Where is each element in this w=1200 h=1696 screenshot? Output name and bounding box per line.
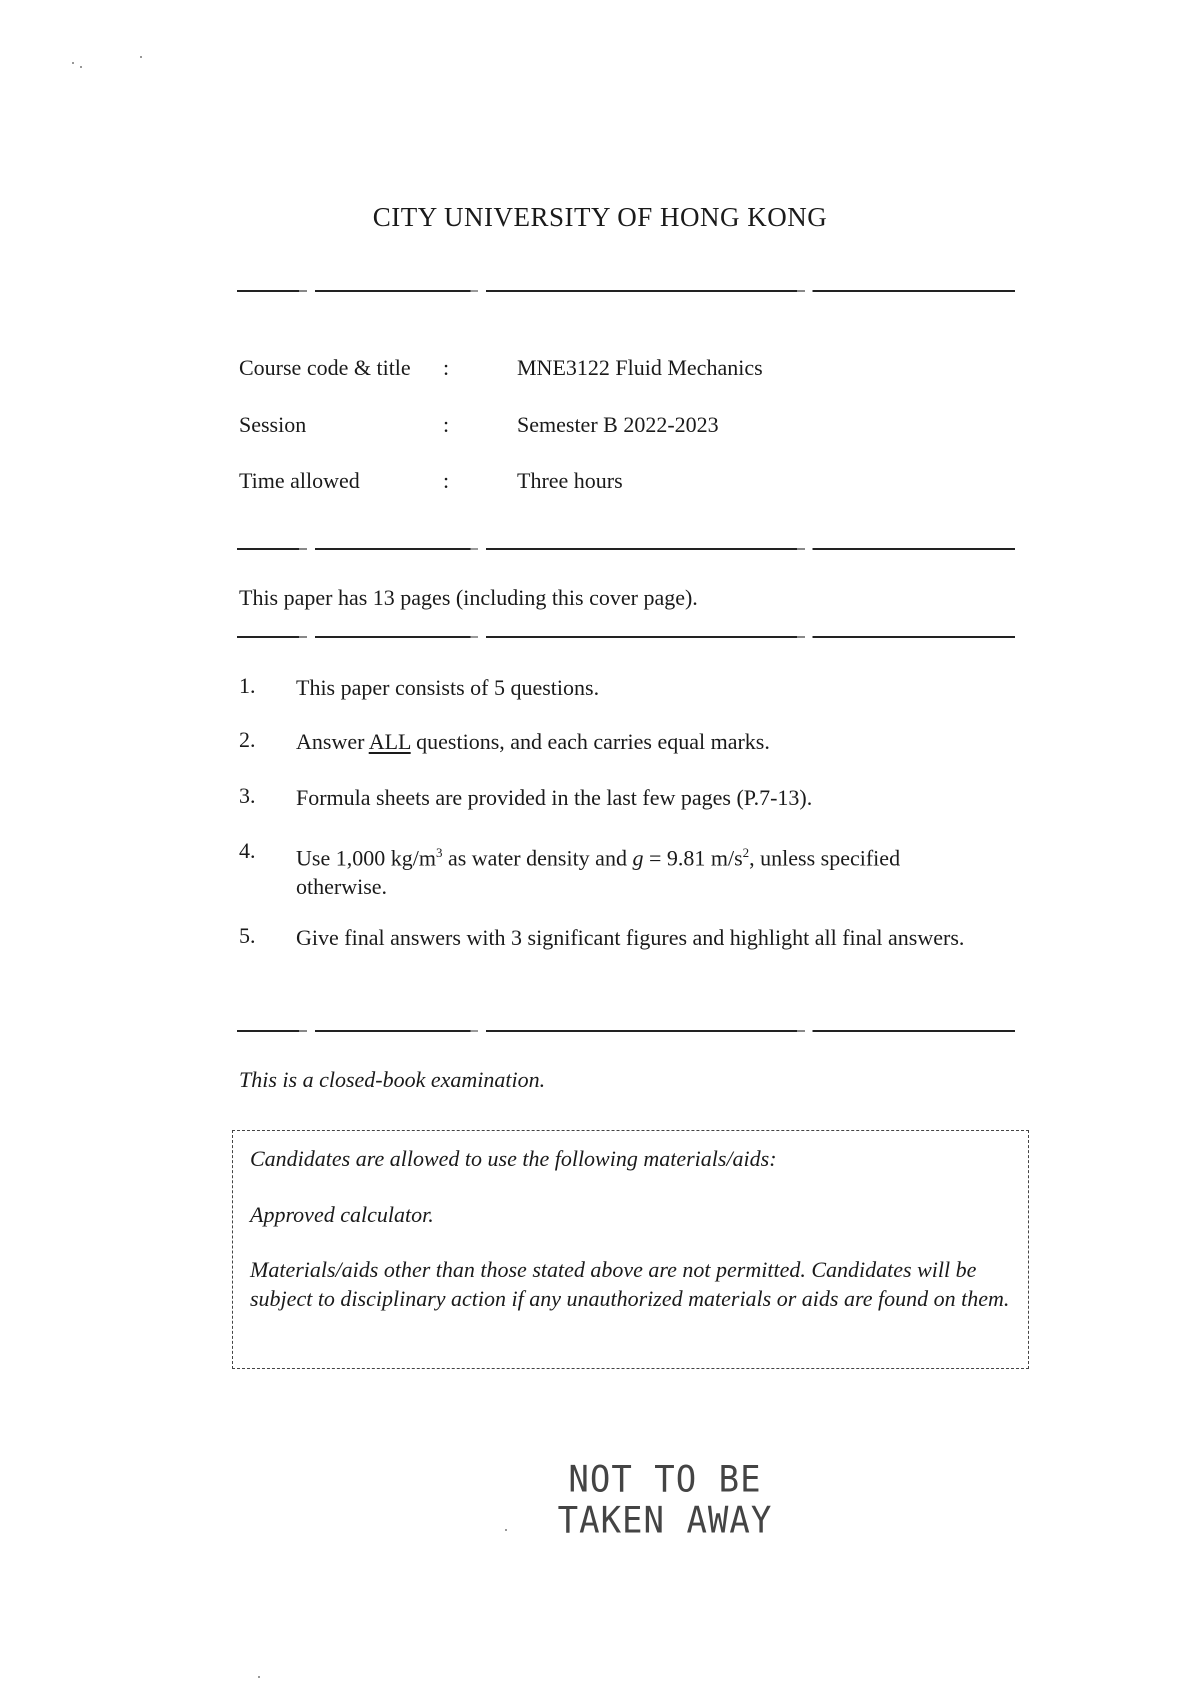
aids-heading: Candidates are allowed to use the following materials/aids: — [250, 1146, 777, 1171]
scan-speck — [258, 1676, 260, 1678]
scan-speck — [72, 62, 74, 64]
instruction-item: Use 1,000 $kg/m^3$ as water density and g = 9.81 $m/s^2$, unless specified otherwise. — [296, 845, 901, 900]
item-number: 2. — [239, 727, 256, 752]
course-label: Course code & title — [239, 355, 411, 380]
stamp-line-1: NOT TO BE — [568, 1457, 762, 1502]
session-label: Session — [239, 412, 307, 437]
divider — [237, 636, 1015, 638]
emphasis-all: ALL — [368, 729, 411, 754]
session-value: Semester B 2022-2023 — [517, 412, 719, 437]
scan-speck — [140, 56, 142, 58]
permitted-aids-box — [232, 1130, 1029, 1369]
item-number: 5. — [239, 923, 256, 948]
item-number: 1. — [239, 673, 256, 698]
item-number: 3. — [239, 783, 256, 808]
time-value: Three hours — [517, 468, 623, 493]
university-title: CITY UNIVERSITY OF HONG KONG — [372, 202, 828, 232]
page-count-note: This paper has 13 pages (including this cover page). — [239, 585, 698, 610]
instruction-item: This paper consists of 5 questions. — [296, 675, 600, 700]
instruction-item: Answer ALL questions, and each carries equal marks. — [296, 729, 770, 754]
scan-speck — [80, 66, 82, 68]
not-to-be-taken-away-stamp — [540, 1459, 790, 1541]
aids-warning: Materials/aids other than those stated above are not permitted. Candidates will be subject to disciplinary action if any unauthorized materials or aids are found on them. — [250, 1257, 1010, 1311]
scan-speck — [505, 1529, 507, 1531]
course-value: MNE3122 Fluid Mechanics — [517, 355, 763, 380]
divider — [237, 1030, 1015, 1032]
instruction-item: Give final answers with 3 significant figures and highlight all final answers. — [296, 925, 965, 950]
instruction-item: Formula sheets are provided in the last few pages (P.7-13). — [296, 785, 813, 810]
stamp-line-2: TAKEN AWAY — [557, 1498, 773, 1543]
closed-book-note: This is a closed-book examination. — [239, 1067, 546, 1092]
time-label: Time allowed — [239, 468, 360, 493]
divider — [237, 548, 1015, 550]
colon: : — [443, 355, 450, 380]
colon: : — [443, 468, 450, 493]
colon: : — [443, 412, 450, 437]
aids-allowed: Approved calculator. — [250, 1202, 434, 1227]
item-number: 4. — [239, 838, 256, 863]
divider — [237, 290, 1015, 292]
